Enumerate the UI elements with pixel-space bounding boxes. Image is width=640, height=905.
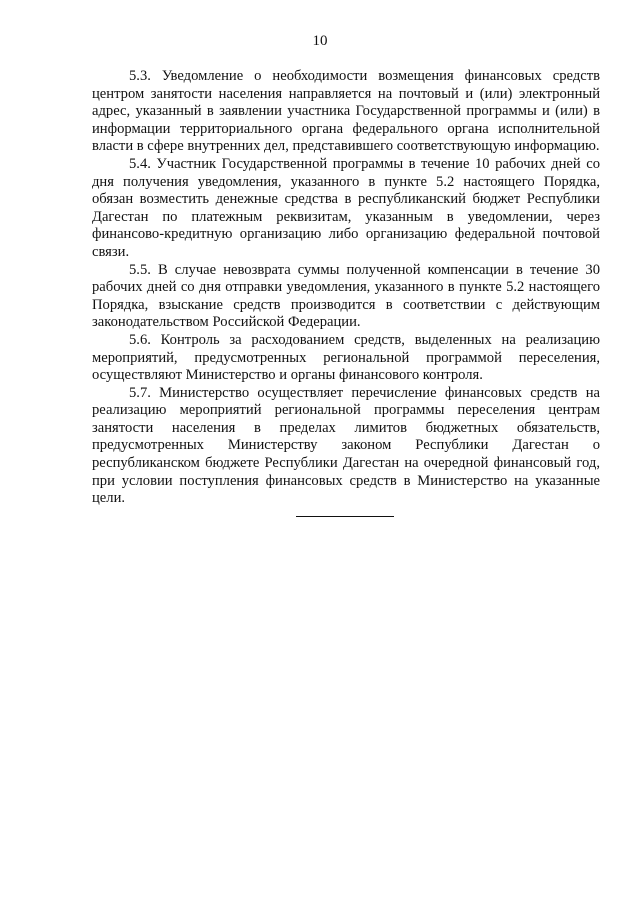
paragraph-5-6: 5.6. Контроль за расходованием средств, выделенных на реализацию мероприятий, предусмотренных региональной программой переселения, осуществляют Министерство и органы финансового контроля. [92, 331, 600, 384]
paragraph-5-3: 5.3. Уведомление о необходимости возмещения финансовых средств центром занятости населения направляется на почтовый и (или) электронный адрес, указанный в заявлении участника Государственной программы и (или) в информации территориального органа федерального органа исполнительной власти в сфере внутренних дел, представившего соответствующую информацию. [92, 68, 600, 155]
closing-divider [296, 516, 394, 517]
document-body [92, 68, 600, 508]
paragraph-5-5: 5.5. В случае невозврата суммы полученной компенсации в течение 30 рабочих дней со дня отправки уведомления, указанного в пункте 5.2 настоящего Порядка, взыскание средств производится в соответствии с действующим законодательством Российской Федерации. [92, 261, 600, 331]
paragraph-5-4: 5.4. Участник Государственной программы в течение 10 рабочих дней со дня получения уведомления, указанного в пункте 5.2 настоящего Порядка, обязан возместить денежные средства в республиканский бюджет Республики Дагестан по платежным реквизитам, указанным в уведомлении, через финансово-кредитную организацию либо организацию федеральной почтовой связи. [92, 155, 600, 260]
paragraph-5-7: 5.7. Министерство осуществляет перечисление финансовых средств на реализацию мероприятий региональной программы переселения центрам занятости населения в пределах лимитов бюджетных обязательств, предусмотренных Министерству законом Республики Дагестан о республиканском бюджете Республики Дагестан на очередной финансовый год, при условии поступления финансовых средств в Министерство на указанные цели. [92, 384, 600, 507]
page-number: 10 [312, 33, 328, 49]
